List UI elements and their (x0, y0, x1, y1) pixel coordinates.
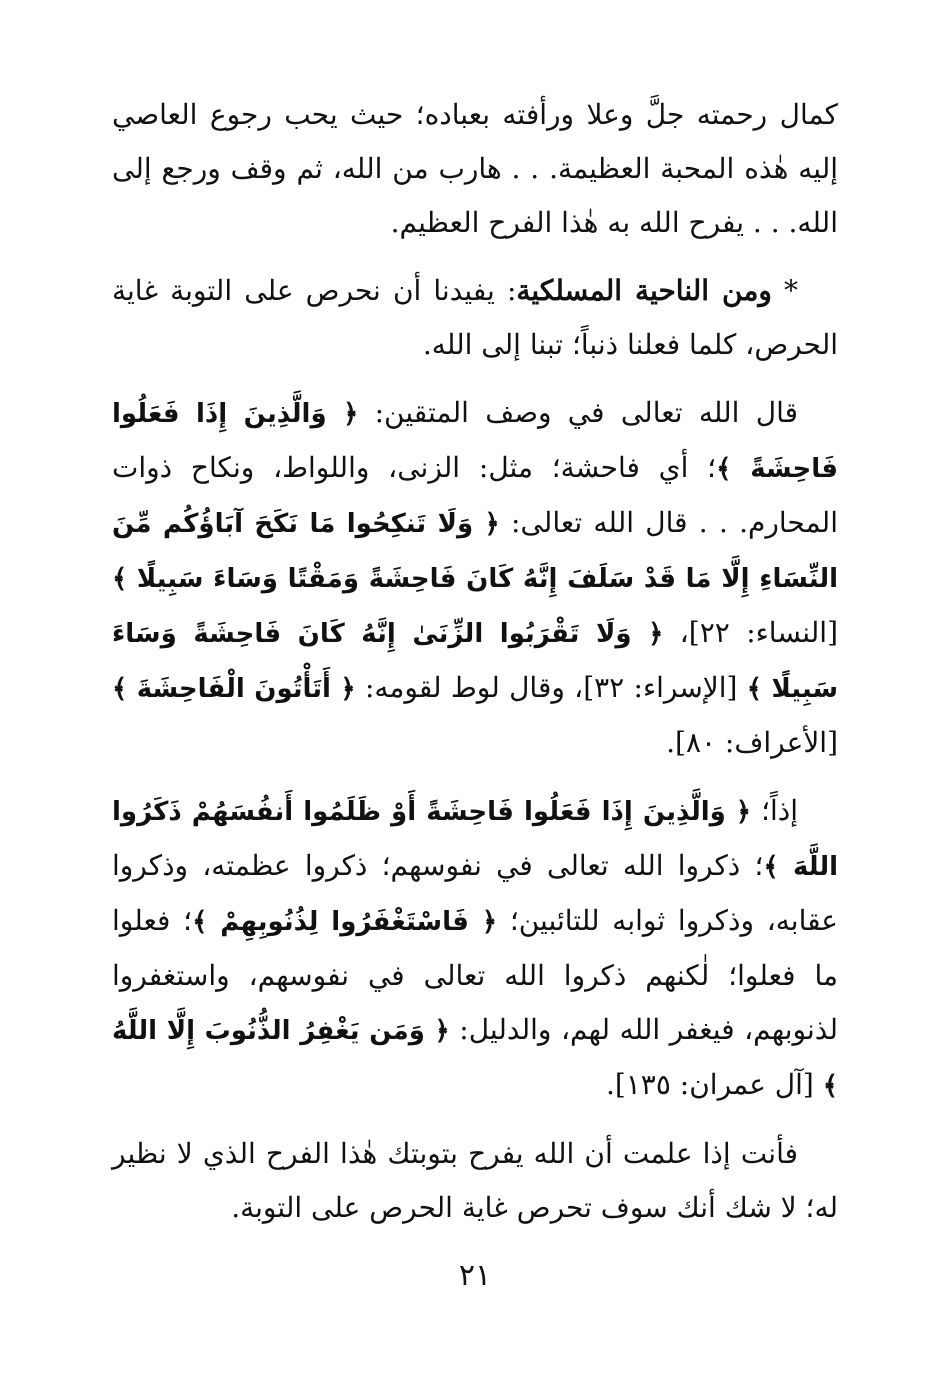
quran-verse: ﴿ وَالَّذِينَ إِذَا فَعَلُوا فَاحِشَةً أَوْ ظَلَمُوا أَنفُسَهُمْ ذَكَرُوا اللَّهَ ﴾ (112, 797, 838, 882)
quran-verse: ﴿ أَتَأْتُونَ الْفَاحِشَةَ ﴾ (112, 674, 356, 704)
bullet-marker: * (771, 274, 799, 307)
paragraph-5: فأنت إذا علمت أن الله يفرح بتوبتك هٰذا الفرح الذي لا نظير له؛ لا شك أنك سوف تحرص غاية الحرص على التوبة. (112, 1137, 838, 1224)
quran-verse: ﴿ وَالَّذِينَ إِذَا فَعَلُوا فَاحِشَةً ﴾ (112, 399, 838, 484)
text-segment: ؛ أي فاحشة؛ مثل: الزنى، واللواط، ونكاح ذوات المحارم. . . قال الله تعالى: (112, 451, 838, 539)
text-segment: قال الله تعالى في وصف المتقين: (358, 396, 798, 429)
quran-verse: ﴿ وَلَا تَقْرَبُوا الزِّنَىٰ إِنَّهُ كَانَ فَاحِشَةً وَسَاءَ سَبِيلًا ﴾ (112, 619, 839, 704)
section-heading: ومن الناحية المسلكية (516, 274, 772, 307)
body-text (112, 88, 838, 1235)
paragraph-2-text: : يفيدنا أن نحرص على التوبة غاية الحرص، كلما فعلنا ذنباً؛ تبنا إلى الله. (112, 274, 838, 361)
paragraph-2 (112, 264, 838, 372)
quran-verse: ﴿ فَاسْتَغْفَرُوا لِذُنُوبِهِمْ ﴾ (192, 907, 498, 937)
paragraph-1: كمال رحمته جلَّ وعلا ورأفته بعباده؛ حيث يحب رجوع العاصي إليه هٰذه المحبة العظيمة. . . هارب من الله، ثم وقف ورجع إلى الله. . . يفرح الله به هٰذا الفرح العظيم. (112, 98, 838, 239)
quran-verse: ﴿ وَلَا تَنكِحُوا مَا نَكَحَ آبَاؤُكُم مِّنَ النِّسَاءِ إِلَّا مَا قَدْ سَلَفَ إِنَّهُ كَانَ فَاحِشَةً وَمَقْتًا وَسَاءَ سَبِيلًا ﴾ (112, 509, 838, 594)
text-segment: إذاً؛ (751, 794, 798, 827)
text-segment: [الإسراء: ٣٢]، وقال لوط لقومه: (355, 671, 747, 704)
page-number: ٢١ (458, 1258, 492, 1293)
paragraph-4 (112, 784, 838, 1113)
verse-reference: [النساء: ٢٢]، (663, 616, 838, 649)
verse-reference: [الأعراف: ٨٠]. (666, 726, 838, 759)
paragraph-3 (112, 386, 838, 770)
text-segment: ؛ ذكروا الله تعالى في نفوسهم؛ ذكروا عظمته، وذكروا عقابه، وذكروا ثوابه للتائبين؛ (112, 849, 838, 937)
verse-reference: [آل عمران: ١٣٥]. (605, 1068, 823, 1101)
quran-verse: ﴿ وَمَن يَغْفِرُ الذُّنُوبَ إِلَّا اللَّهُ ﴾ (112, 1016, 838, 1101)
text-segment: ؛ فعلوا ما فعلوا؛ لٰكنهم ذكروا الله تعالى في نفوسهم، واستغفروا لذنوبهم، فيغفر الله لهم، والدليل: (112, 904, 838, 1046)
